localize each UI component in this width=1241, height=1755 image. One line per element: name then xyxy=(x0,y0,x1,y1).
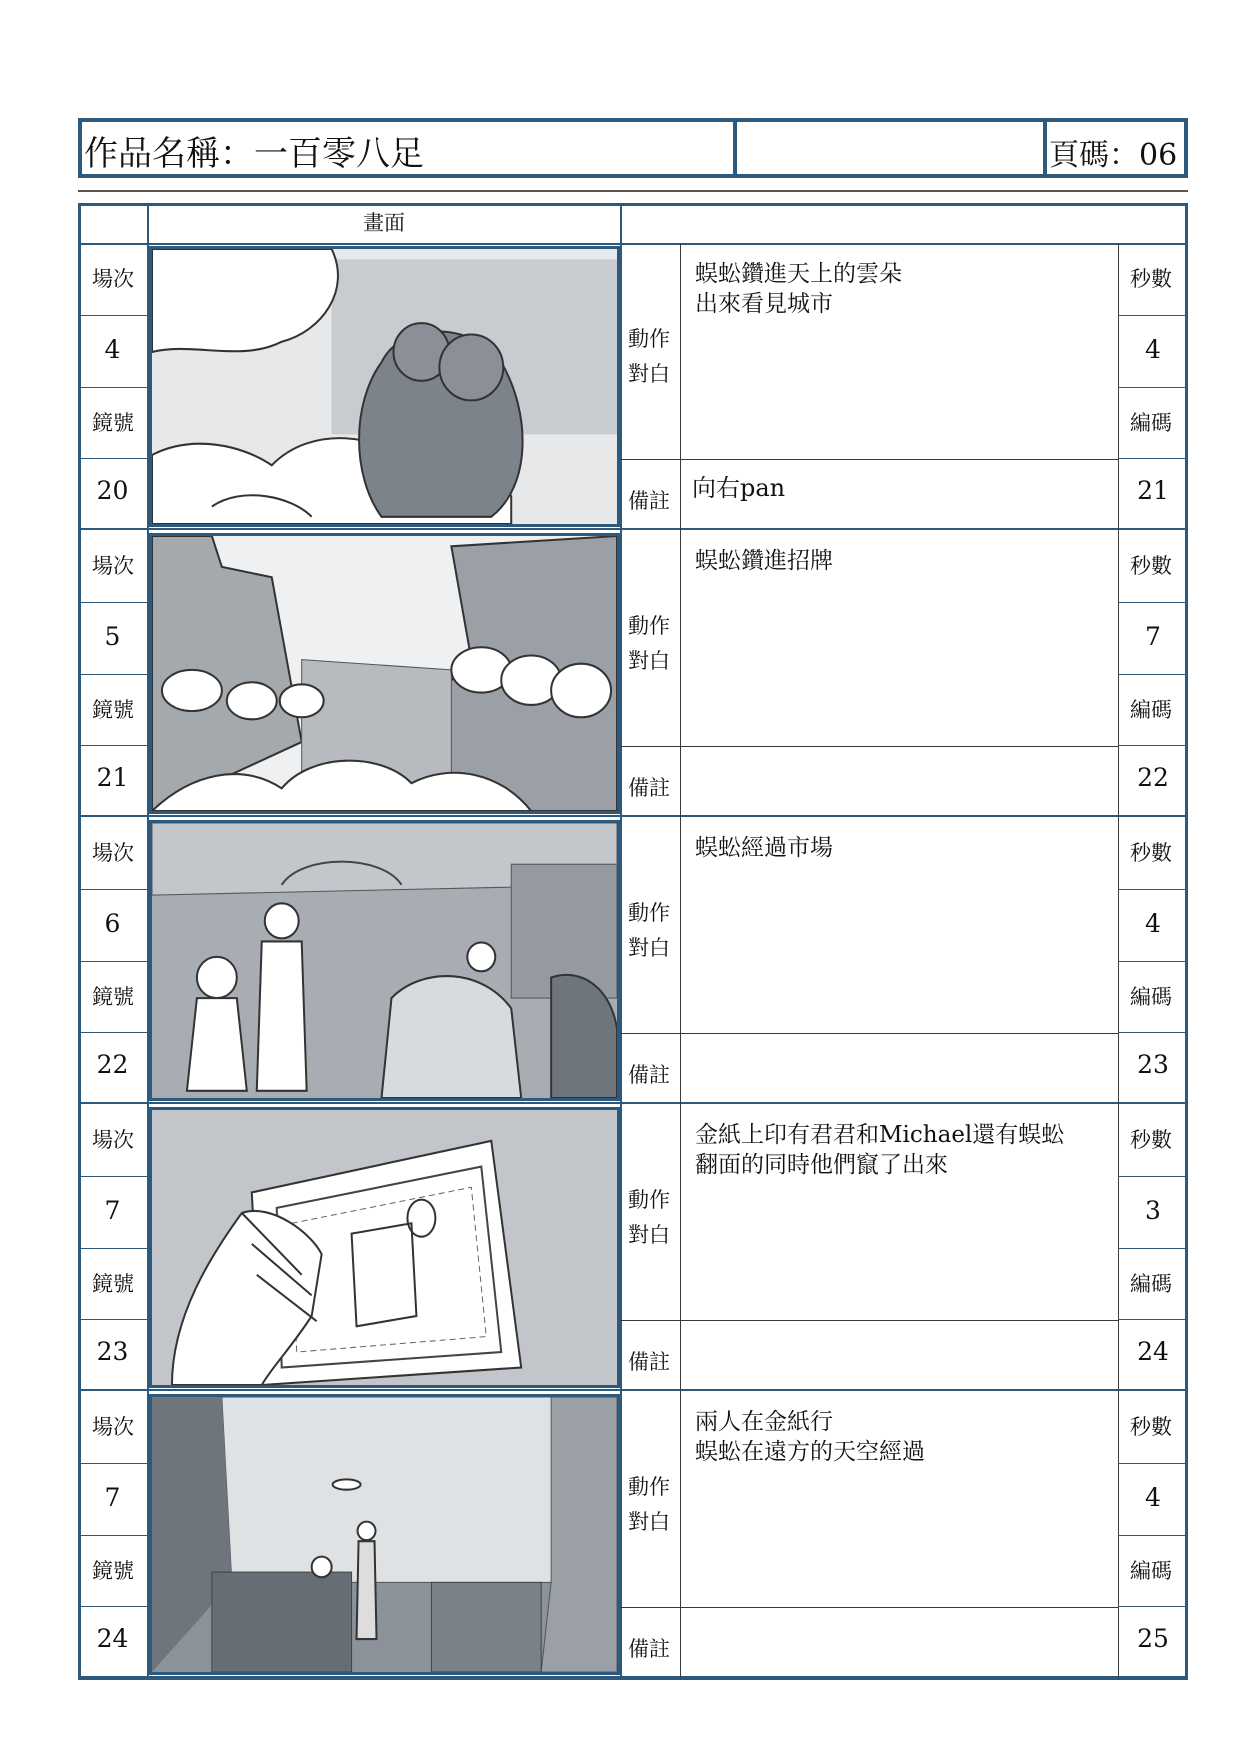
dialogue-label: 對白 xyxy=(628,1510,670,1534)
storyboard-frame xyxy=(149,533,620,814)
storyboard-frame xyxy=(149,1394,620,1675)
grid-line xyxy=(1118,961,1188,962)
seconds-label: 秒數 xyxy=(1130,554,1172,578)
grid-line xyxy=(78,745,147,746)
code-value: 23 xyxy=(1137,1050,1169,1080)
grid-line xyxy=(1118,387,1188,388)
shot-label: 鏡號 xyxy=(92,1271,134,1296)
grid-line xyxy=(620,1391,622,1678)
shot-label: 鏡號 xyxy=(92,1558,134,1583)
grid-line xyxy=(1118,745,1188,746)
grid-line xyxy=(78,961,147,962)
grid-line xyxy=(78,1176,147,1177)
grid-line xyxy=(1118,1176,1188,1177)
code-label: 編碼 xyxy=(1130,697,1172,722)
grid-line xyxy=(620,530,622,817)
shot-number: 20 xyxy=(96,476,129,506)
scene-label: 場次 xyxy=(92,841,134,865)
sketch-illustration xyxy=(152,536,617,811)
action-text: 蜈蚣鑽進招牌 xyxy=(695,548,833,574)
page-number: 頁碼：06 xyxy=(1049,138,1178,173)
grid-line xyxy=(1118,1248,1188,1249)
grid-line xyxy=(680,1104,681,1391)
scene-label: 場次 xyxy=(92,267,134,291)
action-label: 動作 xyxy=(628,1188,670,1212)
grid-line xyxy=(78,1248,147,1249)
dialogue-label: 對白 xyxy=(628,649,670,673)
grid-line xyxy=(1118,889,1188,890)
row-separator xyxy=(78,1102,1188,1104)
seconds-value: 4 xyxy=(1145,908,1161,938)
grid-line xyxy=(78,458,147,459)
grid-line xyxy=(78,674,147,675)
grid-line xyxy=(620,1320,1118,1321)
scene-label: 場次 xyxy=(92,554,134,578)
grid-line xyxy=(680,243,681,530)
grid-line xyxy=(78,602,147,603)
seconds-label: 秒數 xyxy=(1130,841,1172,865)
divider-rule xyxy=(78,190,1188,192)
notes-text: 向右pan xyxy=(692,474,786,502)
notes-label: 備註 xyxy=(628,489,670,513)
grid-line xyxy=(78,1463,147,1464)
grid-line xyxy=(620,243,622,530)
action-label: 動作 xyxy=(628,614,670,638)
code-value: 25 xyxy=(1137,1624,1169,1654)
grid-line xyxy=(1118,674,1188,675)
grid-line xyxy=(1118,1032,1188,1033)
grid-line xyxy=(680,817,681,1104)
scene-number: 4 xyxy=(104,334,121,364)
grid-line xyxy=(78,889,147,890)
sketch-illustration xyxy=(152,1397,617,1672)
dialogue-label: 對白 xyxy=(628,1223,670,1247)
action-text: 兩人在金紙行 蜈蚣在遠方的天空經過 xyxy=(695,1409,925,1465)
shot-label: 鏡號 xyxy=(92,984,134,1009)
grid-line xyxy=(78,1606,147,1607)
action-label: 動作 xyxy=(628,1475,670,1499)
code-label: 編碼 xyxy=(1130,410,1172,435)
seconds-value: 3 xyxy=(1145,1195,1161,1225)
code-label: 編碼 xyxy=(1130,1271,1172,1296)
scene-number: 7 xyxy=(104,1482,121,1512)
action-label: 動作 xyxy=(628,327,670,351)
seconds-value: 4 xyxy=(1145,334,1161,364)
grid-line xyxy=(620,817,622,1104)
shot-number: 23 xyxy=(96,1337,129,1367)
code-label: 編碼 xyxy=(1130,984,1172,1009)
scene-number: 6 xyxy=(104,908,121,938)
shot-number: 21 xyxy=(96,763,129,793)
sketch-illustration xyxy=(152,1110,617,1385)
grid-line xyxy=(1118,1463,1188,1464)
scene-label: 場次 xyxy=(92,1128,134,1152)
seconds-value: 4 xyxy=(1145,1482,1161,1512)
seconds-label: 秒數 xyxy=(1130,267,1172,291)
grid-line xyxy=(680,530,681,817)
grid-line xyxy=(1118,1535,1188,1536)
grid-line xyxy=(620,1607,1118,1608)
seconds-label: 秒數 xyxy=(1130,1415,1172,1439)
storyboard-frame xyxy=(149,246,620,527)
action-text: 蜈蚣經過市場 xyxy=(695,835,833,861)
grid-line xyxy=(1118,315,1188,316)
notes-label: 備註 xyxy=(628,776,670,800)
grid-line xyxy=(147,203,149,243)
seconds-value: 7 xyxy=(1145,621,1161,651)
seconds-label: 秒數 xyxy=(1130,1128,1172,1152)
action-label: 動作 xyxy=(628,901,670,925)
grid-line xyxy=(620,203,622,243)
scene-number: 7 xyxy=(104,1195,121,1225)
grid-line xyxy=(1118,1606,1188,1607)
shot-number: 22 xyxy=(96,1050,129,1080)
grid-line xyxy=(1118,458,1188,459)
grid-line xyxy=(620,459,1118,460)
storyboard-frame xyxy=(149,1107,620,1388)
notes-label: 備註 xyxy=(628,1063,670,1087)
sketch-illustration xyxy=(152,249,617,524)
grid-line xyxy=(620,1033,1118,1034)
grid-line xyxy=(78,1032,147,1033)
scene-number: 5 xyxy=(104,621,121,651)
grid-line xyxy=(78,243,1188,245)
frame-column-header: 畫面 xyxy=(363,211,405,235)
code-value: 22 xyxy=(1137,763,1169,793)
grid-line xyxy=(680,1391,681,1678)
grid-line xyxy=(78,315,147,316)
shot-label: 鏡號 xyxy=(92,697,134,722)
row-separator xyxy=(78,528,1188,530)
grid-line xyxy=(620,746,1118,747)
code-value: 24 xyxy=(1137,1337,1169,1367)
notes-label: 備註 xyxy=(628,1637,670,1661)
header-divider xyxy=(1043,118,1047,178)
dialogue-label: 對白 xyxy=(628,936,670,960)
code-value: 21 xyxy=(1137,476,1169,506)
grid-line xyxy=(1118,602,1188,603)
code-label: 編碼 xyxy=(1130,1558,1172,1583)
action-text: 金紙上印有君君和Michael還有蜈蚣 翻面的同時他們竄了出來 xyxy=(695,1122,1065,1178)
row-separator xyxy=(78,1676,1188,1678)
grid-line xyxy=(78,1535,147,1536)
shot-label: 鏡號 xyxy=(92,410,134,435)
scene-label: 場次 xyxy=(92,1415,134,1439)
grid-line xyxy=(620,1104,622,1391)
sketch-illustration xyxy=(152,823,617,1098)
work-title: 作品名稱：一百零八足 xyxy=(84,134,424,174)
row-separator xyxy=(78,815,1188,817)
storyboard-frame xyxy=(149,820,620,1101)
row-separator xyxy=(78,1389,1188,1391)
action-text: 蜈蚣鑽進天上的雲朵 出來看見城市 xyxy=(695,261,902,317)
header-divider xyxy=(733,118,737,178)
shot-number: 24 xyxy=(96,1624,129,1654)
notes-label: 備註 xyxy=(628,1350,670,1374)
grid-line xyxy=(78,1319,147,1320)
grid-line xyxy=(78,387,147,388)
dialogue-label: 對白 xyxy=(628,362,670,386)
grid-line xyxy=(1118,1319,1188,1320)
